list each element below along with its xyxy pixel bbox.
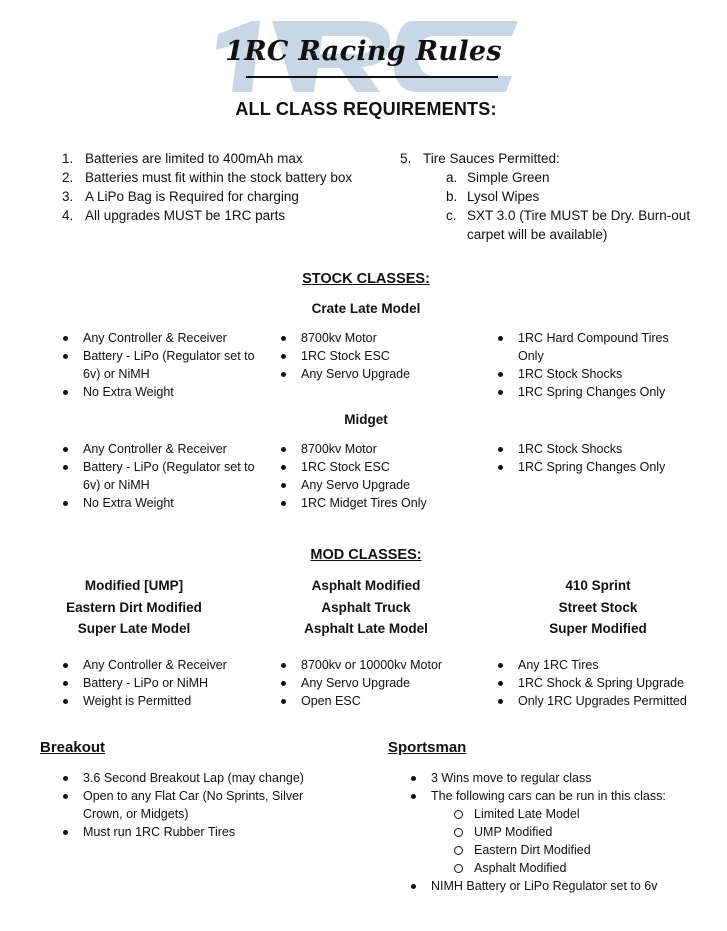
list-item: 3 Wins move to regular class [410,769,710,787]
list-item [62,168,362,187]
requirements-list-left [62,149,362,225]
list-item: Weight is Permitted [62,692,277,710]
sportsman-heading: Sportsman [388,739,467,756]
list-item: UMP Modified [454,823,710,841]
mod-class-names-col1 [14,575,254,640]
mod-classes-heading: MOD CLASSES: [310,547,422,563]
requirements-list-right [400,149,705,244]
sportsman-cars-list [454,805,710,877]
item-letter: a. [446,170,458,185]
list-item: Limited Late Model [454,805,710,823]
item-text: Tire Sauces Permitted: [423,151,560,166]
item-text: A LiPo Bag is Required for charging [85,189,299,204]
logo-underline [246,76,498,78]
breakout-list [62,769,332,841]
item-letter: c. [446,208,457,223]
list-item: Any Controller & Receiver [62,440,272,458]
item-number: 4. [62,208,74,223]
list-item: 3.6 Second Breakout Lap (may change) [62,769,332,787]
breakout-heading: Breakout [40,739,106,756]
list-item [62,149,362,168]
list-item: Battery - LiPo (Regulator set to 6v) or NiMH [62,347,272,383]
logo [0,14,727,94]
list-item: Any 1RC Tires [497,656,722,674]
list-item [446,187,705,206]
list-item: Any Controller & Receiver [62,656,277,674]
list-item: Must run 1RC Rubber Tires [62,823,332,841]
item-text: Lysol Wipes [467,189,540,204]
list-item: Eastern Dirt Modified [454,841,710,859]
class-name: Eastern Dirt Modified [66,599,202,615]
list-item: 1RC Hard Compound Tires Only [497,329,697,365]
list-item: Only 1RC Upgrades Permitted [497,692,722,710]
stock-classes-heading: STOCK CLASSES: [302,271,430,287]
list-item: NIMH Battery or LiPo Regulator set to 6v [410,877,710,895]
tire-sauce-list [446,168,705,244]
logo-title: 1RC Racing Rules [225,36,502,67]
item-letter: b. [446,189,458,204]
class-name: Asphalt Late Model [304,621,428,636]
item-text: Batteries must fit within the stock battery box [85,170,353,185]
list-item: Asphalt Modified [454,859,710,877]
list-item: No Extra Weight [62,494,272,512]
mod-col1-list [62,656,277,710]
item-number: 5. [400,151,412,166]
list-item: Any Servo Upgrade [280,674,495,692]
midget-col1-list [62,440,272,512]
item-text: Batteries are limited to 400mAh max [85,151,303,166]
class-name: Modified [UMP] [84,578,184,593]
item-text: SXT 3.0 (Tire MUST be Dry. Burn-out carpet will be available) [467,208,691,242]
list-item: 1RC Spring Changes Only [497,383,697,401]
midget-heading: Midget [344,412,388,427]
list-item: 8700kv Motor [280,329,490,347]
midget-col2-list [280,440,490,512]
class-name: Asphalt Modified [311,578,421,593]
list-item [400,149,705,244]
midget-col3-list [497,440,697,476]
class-name: Super Modified [549,621,647,636]
list-item [62,187,362,206]
crate-late-model-heading: Crate Late Model [311,301,421,316]
list-item: 8700kv Motor [280,440,490,458]
sportsman-list [410,769,710,895]
list-item: 1RC Stock Shocks [497,365,697,383]
list-item: 1RC Spring Changes Only [497,458,697,476]
list-item: Battery - LiPo or NiMH [62,674,277,692]
list-item: Any Servo Upgrade [280,365,490,383]
list-item: 1RC Stock ESC [280,347,490,365]
page-title: ALL CLASS REQUIREMENTS: [235,99,497,119]
mod-class-names-col2 [246,575,486,640]
mod-col3-list [497,656,722,710]
class-name: Street Stock [558,599,638,615]
class-name: Super Late Model [77,621,191,636]
item-number: 3. [62,189,74,204]
list-item [446,168,705,187]
list-item: Open ESC [280,692,495,710]
list-item: Open to any Flat Car (No Sprints, Silver Crown, or Midgets) [62,787,332,823]
list-item: Any Servo Upgrade [280,476,490,494]
mod-col2-list [280,656,495,710]
list-item: 1RC Midget Tires Only [280,494,490,512]
list-item: 8700kv or 10000kv Motor [280,656,495,674]
class-name: Asphalt Truck [321,599,411,615]
mod-class-names-col3 [478,575,718,640]
crate-col1-list [62,329,272,401]
item-text: The following cars can be run in this class: [431,789,666,803]
list-item [62,206,362,225]
class-name: 410 Sprint [565,578,631,593]
item-text: Simple Green [467,170,550,185]
list-item: Battery - LiPo (Regulator set to 6v) or NiMH [62,458,272,494]
crate-col3-list [497,329,697,401]
list-item: Any Controller & Receiver [62,329,272,347]
list-item: 1RC Stock ESC [280,458,490,476]
item-number: 1. [62,151,74,166]
list-item: No Extra Weight [62,383,272,401]
list-item: 1RC Stock Shocks [497,440,697,458]
list-item: 1RC Shock & Spring Upgrade [497,674,722,692]
list-item [446,206,705,244]
list-item [410,787,710,877]
item-number: 2. [62,170,74,185]
crate-col2-list [280,329,490,383]
item-text: All upgrades MUST be 1RC parts [85,208,286,223]
